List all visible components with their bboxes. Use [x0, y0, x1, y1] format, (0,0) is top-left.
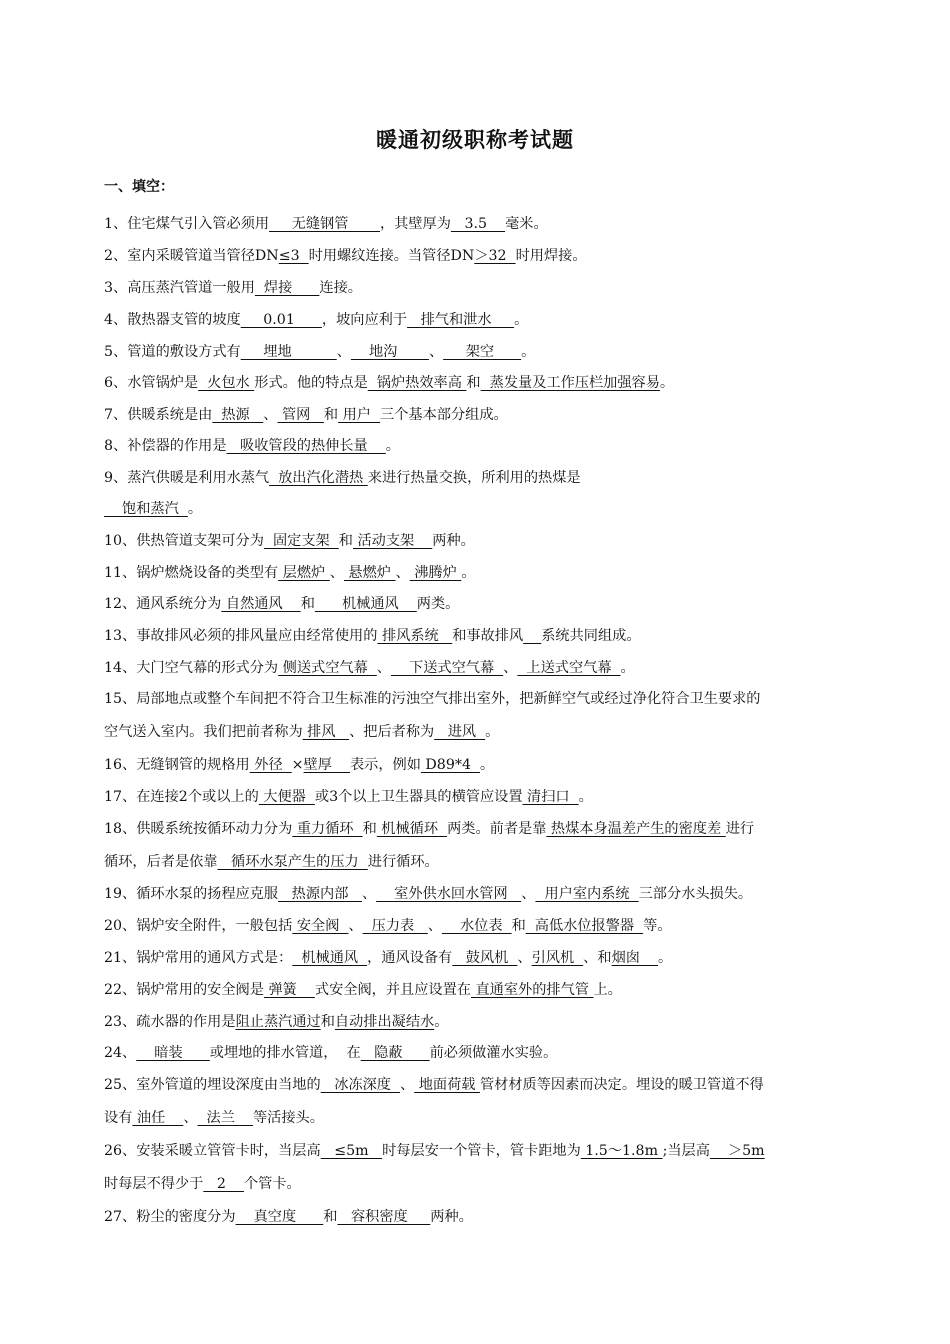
answer-blank: 用户: [338, 407, 381, 423]
question-text: 式安全阀，并且应设置在: [314, 982, 471, 998]
question-text: ，其壁厚为: [379, 216, 451, 232]
question-text: 23、疏水器的作用是: [104, 1014, 236, 1030]
answer-blank: 安全阀: [292, 918, 349, 934]
question-4: [104, 310, 874, 330]
question-text: 。: [514, 312, 529, 328]
question-12: [104, 594, 874, 614]
question-24: [104, 1043, 874, 1063]
question-text: 连接。: [319, 280, 362, 296]
question-text: 13、事故排风必须的排风量应由经常使用的: [104, 628, 378, 644]
answer-blank: 自然通风: [221, 596, 301, 612]
answer-blank: 烟囱: [611, 950, 658, 966]
answer-blank: 埋地: [240, 344, 337, 360]
question-text: 和: [511, 918, 526, 934]
question-text: 20、锅炉安全附件，一般包括: [104, 918, 293, 934]
question-text: 和: [323, 1209, 338, 1225]
question-text: 27、粉尘的密度分为: [104, 1209, 236, 1225]
answer-blank: 直通室外的排气管: [470, 982, 594, 998]
question-text: 、: [183, 1110, 198, 1126]
question-text: 6、水管锅炉是: [104, 375, 199, 391]
answer-blank: 水位表: [441, 918, 512, 934]
answer-blank: 侧送式空气幕: [278, 660, 377, 676]
answer-blank: 排风系统: [377, 628, 453, 644]
question-text: 7、供暖系统是由: [104, 407, 213, 423]
question-text: 、: [517, 950, 532, 966]
question-text: 14、大门空气幕的形式分为: [104, 660, 279, 676]
answer-blank: 焊接: [254, 280, 320, 296]
answer-blank: 壁厚: [303, 757, 350, 773]
question-26: [104, 1141, 874, 1161]
answer-blank: 排风: [302, 724, 350, 740]
question-text: 等。: [643, 918, 672, 934]
question-text: 、把后者称为: [349, 724, 435, 740]
question-text: 和: [338, 533, 353, 549]
question-7: [104, 405, 874, 425]
question-1: [104, 214, 874, 234]
answer-blank: 热源内部: [278, 886, 362, 902]
question-25: [104, 1075, 874, 1095]
question-text: 15、局部地点或整个车间把不符合卫生标准的污浊空气排出室外，把新鲜空气或经过净化符合卫生要求的: [104, 691, 761, 707]
answer-blank: [523, 628, 541, 644]
answer-blank: 油任: [132, 1110, 184, 1126]
question-text: 个管卡。: [243, 1176, 301, 1192]
question-text: 10、供热管道支架可分为: [104, 533, 264, 549]
question-text: 22、锅炉常用的安全阀是: [104, 982, 264, 998]
question-5: [104, 342, 874, 362]
question-text: 、: [521, 886, 536, 902]
question-text: 、: [428, 344, 444, 360]
answer-blank: 蒸发量及工作压栏加强容易: [480, 375, 660, 391]
question-text: 。: [657, 950, 673, 966]
question-19: [104, 884, 874, 904]
question-text: 5、管道的敷设方式有: [104, 344, 241, 360]
question-text: 管材材质等因素而决定。埋设的暖卫管道不得: [479, 1077, 764, 1093]
question-text: 时用焊接。: [515, 248, 587, 264]
question-15-continued: [104, 722, 874, 742]
question-text: 17、在连接2个或以上的: [104, 789, 259, 805]
question-text: 两类。前者是靠: [447, 821, 547, 837]
answer-blank: 循环水泵产生的压力: [217, 854, 368, 870]
question-26-continued: [104, 1174, 874, 1194]
answer-blank: 热煤本身温差产生的密度差: [546, 821, 726, 837]
question-text: 设有: [104, 1110, 133, 1126]
question-16: [104, 755, 874, 775]
answer-blank: 层燃炉: [278, 565, 330, 581]
question-text: 、: [400, 1077, 415, 1093]
answer-blank: 吸收管段的热伸长量: [226, 438, 386, 454]
question-text: 。: [521, 344, 536, 360]
answer-blank: 火包水: [198, 375, 255, 391]
question-text: 、: [263, 407, 278, 423]
question-text: 4、散热器支管的坡度: [104, 312, 241, 328]
answer-blank: 阻止蒸汽通过: [235, 1014, 321, 1030]
question-2: [104, 246, 874, 266]
question-text: ;当层高: [662, 1143, 710, 1159]
question-text: ×: [291, 757, 304, 773]
answer-blank: 锅炉热效率高: [367, 375, 467, 391]
answer-blank: 机械通风: [292, 950, 368, 966]
answer-blank: 下送式空气幕: [390, 660, 504, 676]
question-text: 两种。: [430, 1209, 473, 1225]
question-18-continued: [104, 852, 874, 872]
question-25-continued: [104, 1108, 874, 1128]
answer-blank: ≤3: [278, 248, 309, 264]
question-text: 、: [427, 918, 442, 934]
question-text: ，通风设备有: [367, 950, 453, 966]
question-text: 2、室内采暖管道当管径DN: [104, 248, 279, 264]
answer-blank: 真空度: [235, 1209, 324, 1225]
question-text: 。: [187, 501, 203, 517]
answer-blank: ＞5m: [709, 1143, 765, 1159]
answer-blank: 热源: [212, 407, 264, 423]
answer-blank: ＞32: [474, 248, 516, 264]
answer-blank: 地沟: [350, 344, 429, 360]
question-text: 8、补偿器的作用是: [104, 438, 227, 454]
question-14: [104, 658, 874, 678]
question-text: 来进行热量交换，所利用的热煤是: [367, 470, 581, 486]
question-text: 进行循环。: [367, 854, 439, 870]
question-13: [104, 626, 874, 646]
answer-blank: 大便器: [258, 789, 315, 805]
question-text: 两种。: [432, 533, 475, 549]
question-text: 25、室外管道的埋设深度由当地的: [104, 1077, 321, 1093]
question-text: 时每层安一个管卡，管卡距地为: [382, 1143, 581, 1159]
answer-blank: 用户室内系统: [535, 886, 639, 902]
question-text: 9、蒸汽供暖是利用水蒸气: [104, 470, 270, 486]
question-text: 24、: [104, 1045, 137, 1061]
question-text: 和: [300, 596, 315, 612]
question-text: 时每层不得少于: [104, 1176, 204, 1192]
question-text: 、: [329, 565, 344, 581]
question-text: 19、循环水泵的扬程应克服: [104, 886, 279, 902]
question-27: [104, 1207, 874, 1227]
question-15: [104, 689, 874, 709]
question-21: [104, 948, 874, 968]
answer-blank: 饱和蒸汽: [104, 501, 188, 517]
question-9: [104, 468, 874, 488]
question-text: ，坡向应利于: [321, 312, 408, 328]
question-text: 两类。: [416, 596, 460, 612]
answer-blank: 管网: [277, 407, 324, 423]
question-text: 12、通风系统分为: [104, 596, 222, 612]
question-22: [104, 980, 874, 1000]
question-text: 等活接头。: [252, 1110, 324, 1126]
question-text: 、: [348, 918, 363, 934]
answer-blank: 沸腾炉: [409, 565, 462, 581]
question-11: [104, 563, 874, 583]
page-title: 暖通初级职称考试题: [376, 128, 574, 152]
answer-blank: 室外供水回水管网: [376, 886, 522, 902]
answer-blank: 排气和泄水: [407, 312, 515, 328]
question-text: 。: [385, 438, 400, 454]
question-text: 、: [336, 344, 351, 360]
question-text: 。: [620, 660, 635, 676]
answer-blank: 3.5: [450, 216, 506, 232]
answer-blank: 清扫口: [522, 789, 579, 805]
question-text: 1、住宅煤气引入管必须用: [104, 216, 270, 232]
question-20: [104, 916, 874, 936]
question-text: 、和: [583, 950, 612, 966]
answer-blank: 暗装: [136, 1045, 210, 1061]
question-text: 时用螺纹连接。当管径DN: [308, 248, 475, 264]
question-text: 。: [461, 565, 476, 581]
question-text: 或埋地的排水管道， 在: [209, 1045, 361, 1061]
question-text: 。: [485, 724, 500, 740]
question-text: 表示，例如: [349, 757, 421, 773]
question-6: [104, 373, 874, 393]
question-10: [104, 531, 874, 551]
answer-blank: 上送式空气幕: [517, 660, 621, 676]
answer-blank: 0.01: [240, 312, 322, 328]
question-text: 系统共同组成。: [541, 628, 641, 644]
question-text: 3、高压蒸汽管道一般用: [104, 280, 255, 296]
question-text: 、: [503, 660, 518, 676]
answer-blank: D89*4: [420, 757, 480, 773]
question-text: 18、供暖系统按循环动力分为: [104, 821, 293, 837]
question-text: 。: [480, 757, 495, 773]
question-text: 和: [466, 375, 481, 391]
answer-blank: 地面荷载: [414, 1077, 480, 1093]
answer-blank: 重力循环: [292, 821, 363, 837]
question-text: 和: [362, 821, 377, 837]
answer-blank: 鼓风机: [452, 950, 518, 966]
question-text: 。: [578, 789, 593, 805]
answer-blank: 无缝钢管: [269, 216, 380, 232]
question-text: 前必须做灌水实验。: [429, 1045, 558, 1061]
answer-blank: ≤5m: [320, 1143, 383, 1159]
question-text: 和事故排风: [452, 628, 524, 644]
question-text: 。: [659, 375, 675, 391]
question-text: 21、锅炉常用的通风方式是：: [104, 950, 293, 966]
answer-blank: 压力表: [362, 918, 428, 934]
answer-blank: 弹簧: [263, 982, 315, 998]
answer-blank: 高低水位报警器: [525, 918, 644, 934]
answer-blank: 隐蔽: [360, 1045, 430, 1061]
answer-blank: 引风机: [531, 950, 584, 966]
answer-blank: 固定支架: [263, 533, 339, 549]
answer-blank: 进风: [434, 724, 486, 740]
answer-blank: 自动排出凝结水: [334, 1014, 435, 1030]
question-23: [104, 1012, 874, 1032]
question-text: 、: [376, 660, 391, 676]
question-3: [104, 278, 874, 298]
question-text: 空气送入室内。我们把前者称为: [104, 724, 303, 740]
answer-blank: 1.5～1.8m: [580, 1143, 663, 1159]
answer-blank: 架空: [443, 344, 522, 360]
answer-blank: 放出汽化潜热: [269, 470, 368, 486]
question-text: 11、锅炉燃烧设备的类型有: [104, 565, 279, 581]
answer-blank: 容积密度: [337, 1209, 431, 1225]
question-text: 和: [320, 1014, 335, 1030]
question-text: 循环，后者是依靠: [104, 854, 218, 870]
answer-blank: 法兰: [197, 1110, 253, 1126]
answer-blank: 悬燃炉: [343, 565, 396, 581]
question-18: [104, 819, 874, 839]
section-heading: 一、填空：: [104, 179, 174, 195]
answer-blank: 活动支架: [352, 533, 433, 549]
question-text: 上。: [593, 982, 622, 998]
answer-blank: 机械循环: [376, 821, 448, 837]
question-text: 毫米。: [505, 216, 548, 232]
question-text: 进行: [725, 821, 755, 837]
question-text: 三部分水头损失。: [638, 886, 753, 902]
question-text: 26、安装采暖立管管卡时，当层高: [104, 1143, 321, 1159]
question-text: 形式。他的特点是: [254, 375, 368, 391]
question-9-continued: [104, 499, 874, 519]
question-8: [104, 436, 874, 456]
question-text: 和: [323, 407, 339, 423]
answer-blank: 冰冻深度: [320, 1077, 400, 1093]
question-17: [104, 787, 874, 807]
question-text: 或3个以上卫生器具的横管应设置: [314, 789, 523, 805]
answer-blank: 2: [203, 1176, 244, 1192]
answer-blank: 外径: [249, 757, 292, 773]
question-text: 、: [395, 565, 410, 581]
question-text: 、: [361, 886, 377, 902]
question-text: 。: [434, 1014, 449, 1030]
answer-blank: 机械通风: [314, 596, 417, 612]
question-text: 三个基本部分组成。: [380, 407, 508, 423]
question-text: 16、无缝钢管的规格用: [104, 757, 250, 773]
